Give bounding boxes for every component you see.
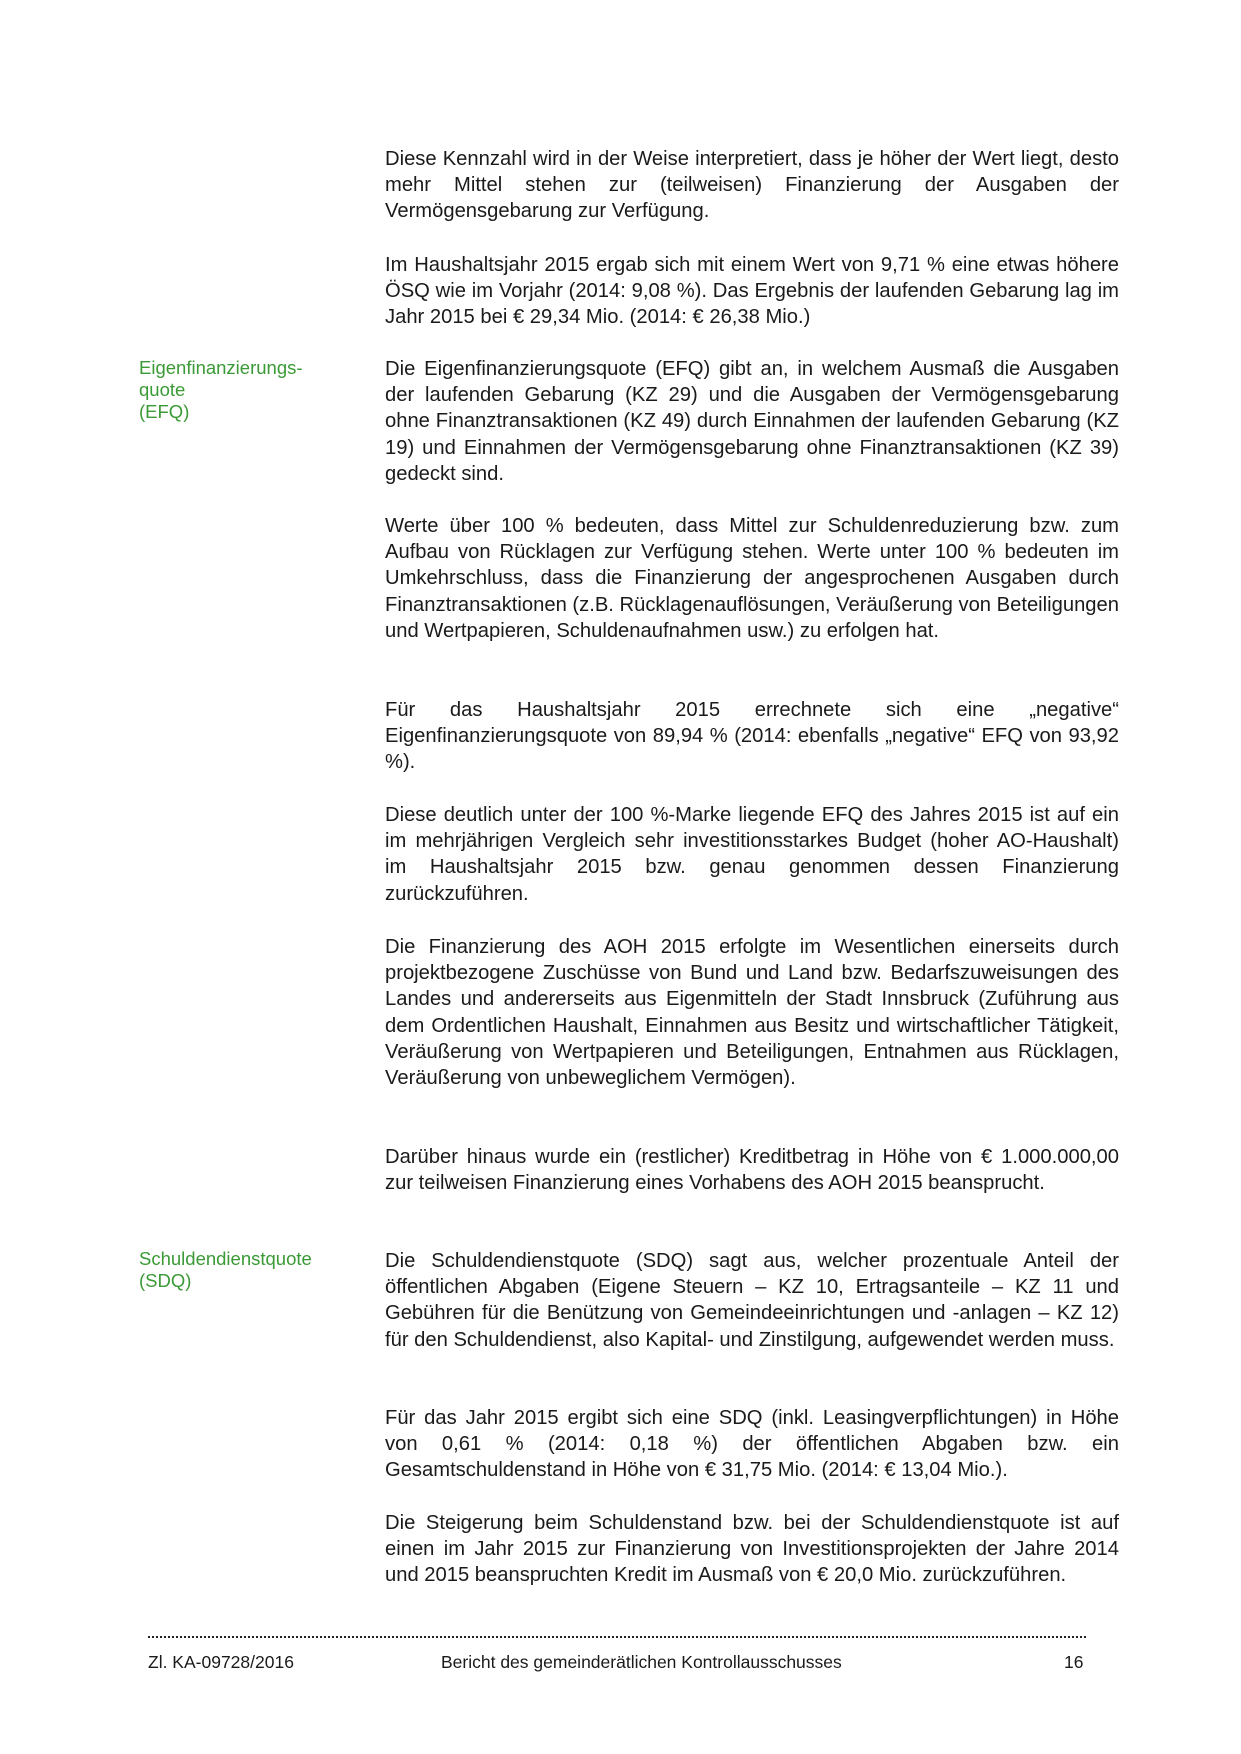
footer-reference: Zl. KA-09728/2016 bbox=[148, 1652, 294, 1672]
margin-note-sdq bbox=[139, 1248, 354, 1292]
paragraph-text: Die Steigerung beim Schuldenstand bzw. bei der Schuldendienstquote ist auf einen im Jahr 2015 zur Finanzierung von Investitionsprojekten der Jahre 2014 und 2015 beanspruchten Kredit im Ausmaß von € 20,0 Mio. zurückzuführen. bbox=[385, 1512, 1119, 1587]
margin-note-efq bbox=[139, 357, 354, 423]
margin-note-line: (SDQ) bbox=[139, 1270, 192, 1291]
paragraph-sdq-definition bbox=[385, 1248, 1119, 1353]
margin-note-line: (EFQ) bbox=[139, 401, 190, 422]
footer-title: Bericht des gemeinderätlichen Kontrollausschusses bbox=[441, 1652, 842, 1672]
paragraph-debt-increase bbox=[385, 1510, 1119, 1589]
paragraph-efq-values bbox=[385, 513, 1119, 644]
paragraph-sdq-2015 bbox=[385, 1405, 1119, 1484]
paragraph-efq-explanation bbox=[385, 802, 1119, 907]
paragraph-efq-2015 bbox=[385, 697, 1119, 776]
paragraph-oesq-2015 bbox=[385, 252, 1119, 331]
paragraph-text: Die Schuldendienstquote (SDQ) sagt aus, welcher prozentuale Anteil der öffentlichen Abgaben (Eigene Steuern – KZ 10, Ertragsanteile – KZ 11 und Gebühren für die Benützung von Gemeindeeinrichtungen und -anlagen – KZ 12) für den Schuldendienst, also Kapital- und Zinstilgung, aufgewendet werden muss. bbox=[385, 1250, 1119, 1351]
paragraph-efq-definition bbox=[385, 356, 1119, 487]
margin-note-line: quote bbox=[139, 379, 186, 400]
margin-note-line: Eigenfinanzierungs- bbox=[139, 357, 303, 378]
paragraph-text: Diese deutlich unter der 100 %-Marke liegende EFQ des Jahres 2015 ist auf ein im mehrjährigen Vergleich sehr investitionsstarkes Budget (hoher AO-Haushalt) im Haushaltsjahr 2015 bzw. genau genommen dessen Finanzierung zurückzuführen. bbox=[385, 804, 1119, 905]
paragraph-text: Im Haushaltsjahr 2015 ergab sich mit einem Wert von 9,71 % eine etwas höhere ÖSQ wie im Vorjahr (2014: 9,08 %). Das Ergebnis der laufenden Gebarung lag im Jahr 2015 bei € 29,34 Mio. (2014: € 26,38 Mio.) bbox=[385, 254, 1119, 329]
page-number: 16 bbox=[1064, 1652, 1084, 1672]
paragraph-text: Die Finanzierung des AOH 2015 erfolgte im Wesentlichen einerseits durch projektbezogene Zuschüsse von Bund und Land bzw. Bedarfszuweisungen des Landes und andererseits aus Eigenmitteln der Stadt Innsbruck (Zuführung aus dem Ordentlichen Haushalt, Einnahmen aus Besitz und wirtschaftlicher Tätigkeit, Veräußerung von Wertpapieren und Beteiligungen, Entnahmen aus Rücklagen, Veräußerung von unbeweglichem Vermögen). bbox=[385, 936, 1119, 1090]
paragraph-text: Für das Jahr 2015 ergibt sich eine SDQ (inkl. Leasingverpflichtungen) in Höhe von 0,61 % (2014: 0,18 %) der öffentlichen Abgaben bzw. ein Gesamtschuldenstand in Höhe von € 31,75 Mio. (2014: € 13,04 Mio.). bbox=[385, 1407, 1119, 1482]
paragraph-credit-amount bbox=[385, 1144, 1119, 1196]
paragraph-text: Darüber hinaus wurde ein (restlicher) Kreditbetrag in Höhe von € 1.000.000,00 zur teilweisen Finanzierung eines Vorhabens des AOH 2015 beansprucht. bbox=[385, 1146, 1119, 1195]
paragraph-aoh-financing bbox=[385, 934, 1119, 1091]
margin-note-line: Schuldendienstquote bbox=[139, 1248, 312, 1269]
paragraph-text: Diese Kennzahl wird in der Weise interpretiert, dass je höher der Wert liegt, desto mehr Mittel stehen zur (teilweisen) Finanzierung der Ausgaben der Vermögensgebarung zur Verfügung. bbox=[385, 148, 1119, 223]
footer-divider bbox=[148, 1636, 1086, 1638]
paragraph-text: Werte über 100 % bedeuten, dass Mittel zur Schuldenreduzierung bzw. zum Aufbau von Rücklagen zur Verfügung stehen. Werte unter 100 % bedeuten im Umkehrschluss, dass die Finanzierung der angesprochenen Ausgaben durch Finanztransaktionen (z.B. Rücklagenauflösungen, Veräußerung von Beteiligungen und Wertpapieren, Schuldenaufnahmen usw.) zu erfolgen hat. bbox=[385, 515, 1119, 642]
paragraph-text: Die Eigenfinanzierungsquote (EFQ) gibt an, in welchem Ausmaß die Ausgaben der laufenden Gebarung (KZ 29) und die Ausgaben der Vermögensgebarung ohne Finanztransaktionen (KZ 49) durch Einnahmen der laufenden Gebarung (KZ 19) und Einnahmen der Vermögensgebarung ohne Finanztransaktionen (KZ 39) gedeckt sind. bbox=[385, 358, 1119, 485]
paragraph-text: Für das Haushaltsjahr 2015 errechnete sich eine „negative“ Eigenfinanzierungsquote von 89,94 % (2014: ebenfalls „negative“ EFQ von 93,92 %). bbox=[385, 699, 1119, 774]
paragraph-oesq-interpretation bbox=[385, 146, 1119, 225]
